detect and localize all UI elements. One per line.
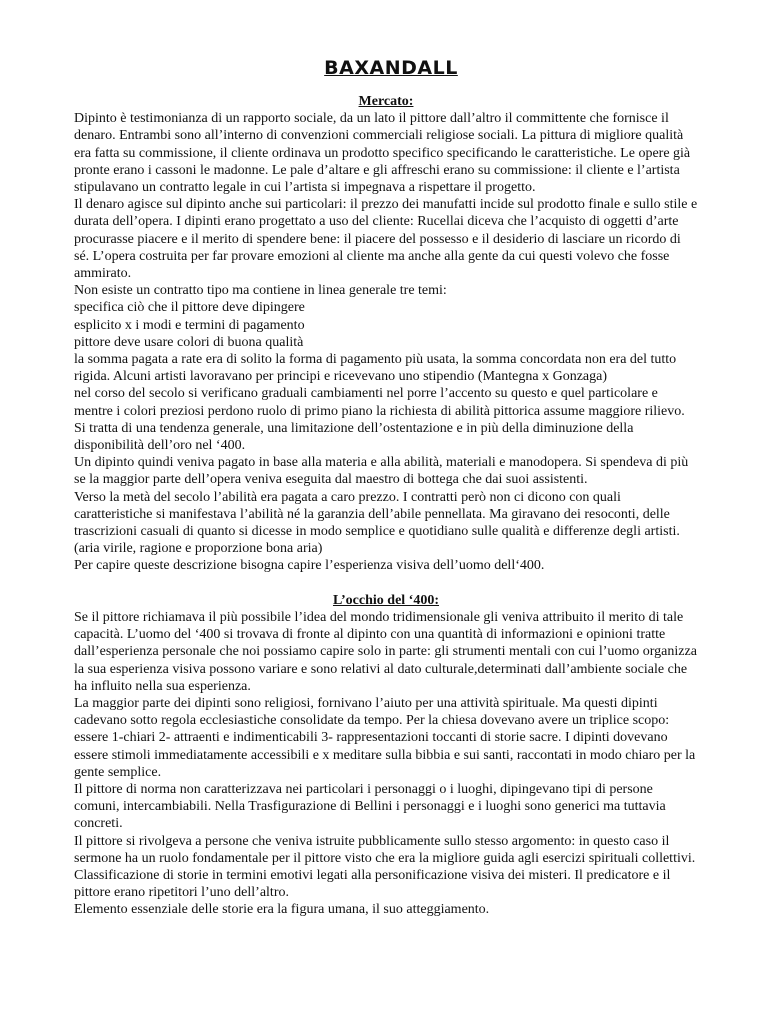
paragraph: Elemento essenziale delle storie era la figura umana, il suo atteggiamento. [74, 902, 490, 918]
paragraph: Il denaro agisce sul dipinto anche sui particolari: il prezzo dei manufatti incide sul prodotto finale e sullo stile e durata dell’opera. I dipinti erano progettato a uso del cliente: Rucellai diceva che l’acquisto di oggetti d’arte procurasse piacere e il merito di spendere bene: il piacere del possesso e il desiderio di lasciare un ricordo di sé. L’opera costruita per far provare emozioni al cliente ma anche alla gente da cui questi volevo che fosse ammirato. [74, 197, 698, 282]
paragraph: Un dipinto quindi veniva pagato in base alla materia e alla abilità, materiali e manodopera. Si spendeva di più se la maggior parte dell’opera veniva eseguita dal maestro di bottega che dai suoi assistenti. [74, 455, 689, 488]
document-title: BAXANDALL [324, 57, 458, 79]
paragraph: Dipinto è testimonianza di un rapporto sociale, da un lato il pittore dall’altro il committente che fornisce il denaro. Entrambi sono all’interno di convenzioni commerciali religiose sociali. La pittura di migliore qualità era fatta su commissione, il cliente ordinava un prodotto specifico specificando le caratteristiche. Le opere già pronte erano i cassoni le madonne. Le pale d’altare e gli affreschi erano su commissione: il cliente e l’artista stipulavano un contratto legale in cui l’artista si impegnava a rispettare il progetto. [74, 111, 691, 196]
paragraph: la somma pagata a rate era di solito la forma di pagamento più usata, la somma concordata non era del tutto rigida. Alcuni artisti lavoravano per principi e ricevevano uno stipendio (Mantegna x Gonzaga) [74, 352, 677, 385]
paragraph: Il pittore di norma non caratterizzava nei particolari i personaggi o i luoghi, dipingevano tipi di persone comuni, intercambiabili. Nella Trasfigurazione di Bellini i personaggi e i luoghi sono generici ma tuttavia concreti. [74, 781, 666, 832]
document-page [74, 56, 698, 919]
paragraph: nel corso del secolo si verificano graduali cambiamenti nel porre l’accento su questo e quel particolare e mentre i colori preziosi perdono ruolo di primo piano la richiesta di abilità pittorica assume maggiore rilievo. Si tratta di una tendenza generale, una limitazione dell’ostentazione e in più della diminuzione della disponibilità dell’oro nel ‘400. [74, 386, 685, 454]
paragraph: Il pittore si rivolgeva a persone che veniva istruite pubblicamente sullo stesso argomento: in questo caso il sermone ha un ruolo fondamentale per il pittore visto che era la migliore guida agli esercizi spirituali collettivi. Classificazione di storie in termini emotivi legati alla personificazione visiva dei misteri. Il predicatore e il pittore erano ripetitori l’uno dell’altro. [74, 833, 696, 901]
paragraph: Non esiste un contratto tipo ma contiene in linea generale tre temi: [74, 283, 447, 299]
paragraph: Se il pittore richiamava il più possibile l’idea del mondo tridimensionale gli veniva attribuito il merito di tale capacità. L’uomo del ‘400 si trovava di fronte al dipinto con una quantità di informazioni e opinioni tratte dall’esperienza personale che noi possiamo capire solo in parte: gli strumenti mentali con cui l’uomo organizza la sua esperienza visiva possono variare e sono relativi al dato culturale,determinati dall’ambiente sociale che ha influito nella sua esperienza. [74, 609, 697, 694]
section-heading-mercato: Mercato: [358, 94, 414, 109]
paragraph: Verso la metà del secolo l’abilità era pagata a caro prezzo. I contratti però non ci dicono con quali caratteristiche si manifestava l’abilità né la garanzia dell’abile pennellata. Ma giravano dei resoconti, delle trascrizioni casuali di quanto si dicesse in modo semplice e quotidiano sulle qualità e differenze degli artisti. (aria virile, ragione e proporzione bona aria) [74, 489, 680, 557]
section-mercato [74, 93, 698, 575]
list-item: esplicito x i modi e termini di pagamento [74, 317, 305, 333]
paragraph: Per capire queste descrizione bisogna capire l’esperienza visiva dell’uomo dell‘400. [74, 558, 545, 574]
section-spacer [74, 575, 698, 592]
section-heading-occhio: L’occhio del ‘400: [332, 592, 440, 608]
list-item: specifica ciò che il pittore deve dipingere [74, 300, 305, 316]
paragraph: La maggior parte dei dipinti sono religiosi, fornivano l’aiuto per una attività spirituale. Ma questi dipinti cadevano sotto regola ecclesiastiche consolidate da tempo. Per la chiesa dovevano avere un triplice scopo: essere 1-chiari 2- attraenti e indimenticabili 3- rappresentazioni toccanti di storie sacre. I dipinti dovevano essere stimoli immediatamente accessibili e x meditare sulla bibbia e sui santi, raccontati in modo chiaro per la gente semplice. [74, 695, 696, 780]
section-occhio [74, 592, 698, 919]
list-item: pittore deve usare colori di buona qualità [74, 334, 304, 350]
